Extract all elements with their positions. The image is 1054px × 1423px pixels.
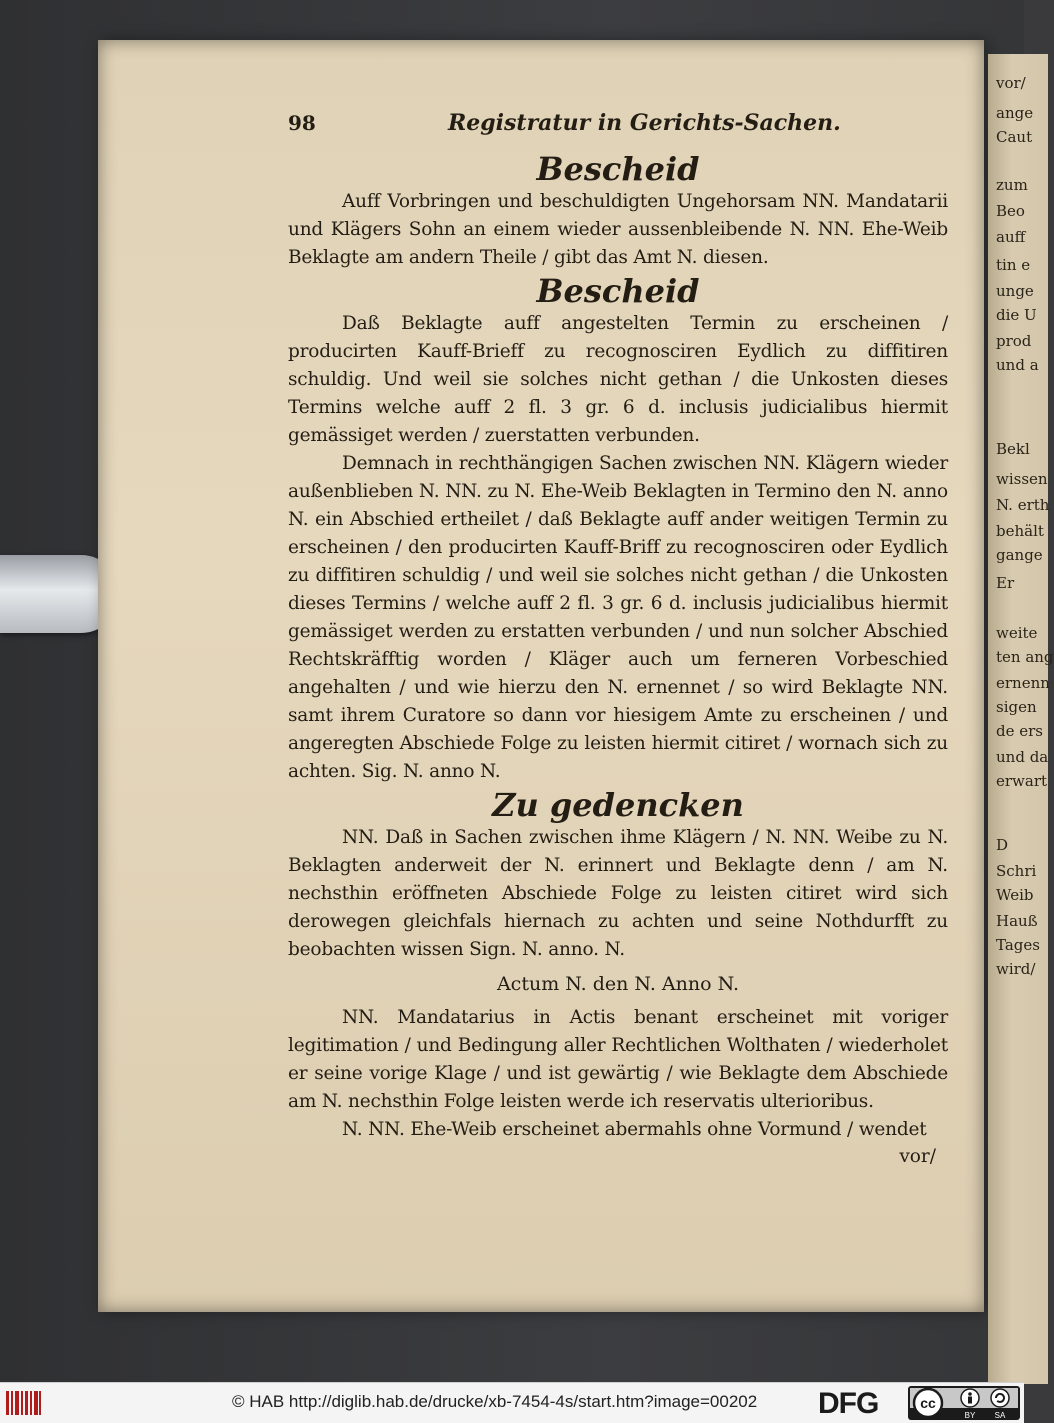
facing-fragment: Beo: [996, 202, 1025, 220]
facing-fragment: vor/: [996, 74, 1026, 92]
catchword: vor/: [899, 1146, 936, 1167]
facing-fragment: gange: [996, 546, 1043, 564]
paragraph-4: NN. Daß in Sachen zwischen ihme Klägern / N. NN. Weibe zu N. Beklagten anderweit der N. erinnert und Beklagte denn / am N. nechsthin eröffneten Abschiede Folge zu leisten citiret wird sich derowegen gleichfals hiernach zu achten und seine Nothdurfft zu beobachten wissen Sign. N. anno. N.: [288, 827, 948, 960]
facing-fragment: und da: [996, 748, 1049, 766]
heading-bescheid-2: Bescheid: [536, 272, 700, 310]
facing-fragment: zum: [996, 176, 1028, 194]
dfg-logo[interactable]: DFG: [818, 1387, 879, 1420]
running-head: Registratur in Gerichts-Sachen.: [448, 110, 841, 136]
viewer-footer: [0, 1382, 1024, 1423]
facing-fragment: N. erth: [996, 496, 1050, 514]
paragraph-2: Daß Beklagte auff angestelten Termin zu erscheinen / producirten Kauff-Brieff zu recognosciren Eydlich zu diffitiren schuldig. Und weil sie solches nicht gethan / die Unkosten dieses Termins welche auff 2 fl. 3 gr. 6 d. inclusis judicialibus hiermit gemässiget werden / zuerstatten verbunden.: [288, 313, 948, 446]
facing-fragment: Caut: [996, 128, 1033, 146]
paragraph-6: N. NN. Ehe-Weib erscheinet abermahls ohne Vormund / wendet: [342, 1119, 927, 1140]
facing-fragment: ten ang: [996, 648, 1054, 666]
paragraph-3: Demnach in rechthängigen Sachen zwischen NN. Klägern wieder außenblieben N. NN. zu N. Ehe-Weib Beklagten in Termino den N. anno N. ein Abschied ertheilet / daß Beklagte auff ander weitigen Termin zu erscheinen / den producirten Kauff-Briff zu recognosciren oder Eydlich zu diffitiren schuldig / und weil sie solches nicht gethan / die Unkosten dieses Termins / welche auff 2 fl. 3 gr. 6 d. inclusis judicialibus hiermit gemässiget werden zu erstatten verbunden / und nun solcher Abschied Rechtskräfftig worden / Kläger auch um ferneren Vorbeschied angehalten / und wie hierzu den N. ernennet / so wird Beklagte NN. samt ihrem Curatore so dann vor hiesigem Amte zu erscheinen / und angeregten Abschiede Folge zu leisten hiermit citiret / wornach sich zu achten. Sig. N. anno N.: [288, 453, 948, 782]
facing-fragment: unge: [996, 282, 1034, 300]
facing-fragment: wird/: [996, 960, 1036, 978]
heading-bescheid-1: Bescheid: [536, 150, 700, 188]
facing-fragment: behält: [996, 522, 1044, 540]
facing-fragment: Bekl: [996, 440, 1030, 458]
facing-fragment: ange: [996, 104, 1034, 122]
cc-by-label: BY: [964, 1411, 976, 1420]
facing-page: [988, 54, 1054, 1384]
paragraph-1: Auff Vorbringen und beschuldigten Ungehorsam NN. Mandatarii und Klägers Sohn an einem wieder aussenbleibende N. NN. Ehe-Weib Beklagte am andern Theile / gibt das Amt N. diesen.: [288, 191, 948, 268]
facing-fragment: ernenn: [996, 674, 1050, 692]
facing-fragment: D: [996, 836, 1009, 854]
facing-fragment: Hauß: [996, 912, 1038, 930]
hab-logo-icon: [6, 1389, 42, 1417]
facing-fragment: sigen: [996, 698, 1037, 716]
facing-fragment: Er: [996, 574, 1015, 592]
cc-sa-label: SA: [994, 1411, 1006, 1420]
facing-fragment: Tages: [996, 936, 1040, 954]
facing-fragment: weite: [996, 624, 1038, 642]
facing-fragment: prod: [996, 332, 1032, 350]
paragraph-5: NN. Mandatarius in Actis benant erscheinet mit voriger legitimation / und Bedingung aller Rechtlichen Wolthaten / wiederholet er seine vorige Klage / und ist gewärtig / wie Beklagte dem Abschiede am N. nechsthin Folge leisten werde ich reservatis ulterioribus.: [288, 1007, 948, 1112]
actum-line: Actum N. den N. Anno N.: [496, 973, 740, 995]
facing-fragment: und a: [996, 356, 1039, 374]
facing-fragment: Schri: [996, 862, 1037, 880]
svg-text:cc: cc: [920, 1395, 936, 1411]
facing-fragment: wissen: [996, 470, 1048, 488]
facing-fragment: die U: [996, 306, 1037, 324]
page-number: 98: [288, 111, 316, 135]
facing-fragment: erwart: [996, 772, 1048, 790]
copyright-link[interactable]: © HAB http://diglib.hab.de/drucke/xb-7454-4s/start.htm?image=00202: [232, 1392, 758, 1411]
facing-fragment: tin e: [996, 256, 1031, 274]
facing-fragment: Weib: [996, 886, 1034, 904]
cc-license-icon[interactable]: [908, 1386, 1020, 1420]
facing-fragment: auff: [996, 228, 1026, 246]
page-text-block: [288, 110, 948, 1170]
facing-fragment: de ers: [996, 722, 1043, 740]
page-header: [288, 110, 948, 150]
heading-zu-gedencken: Zu gedencken: [492, 786, 744, 824]
